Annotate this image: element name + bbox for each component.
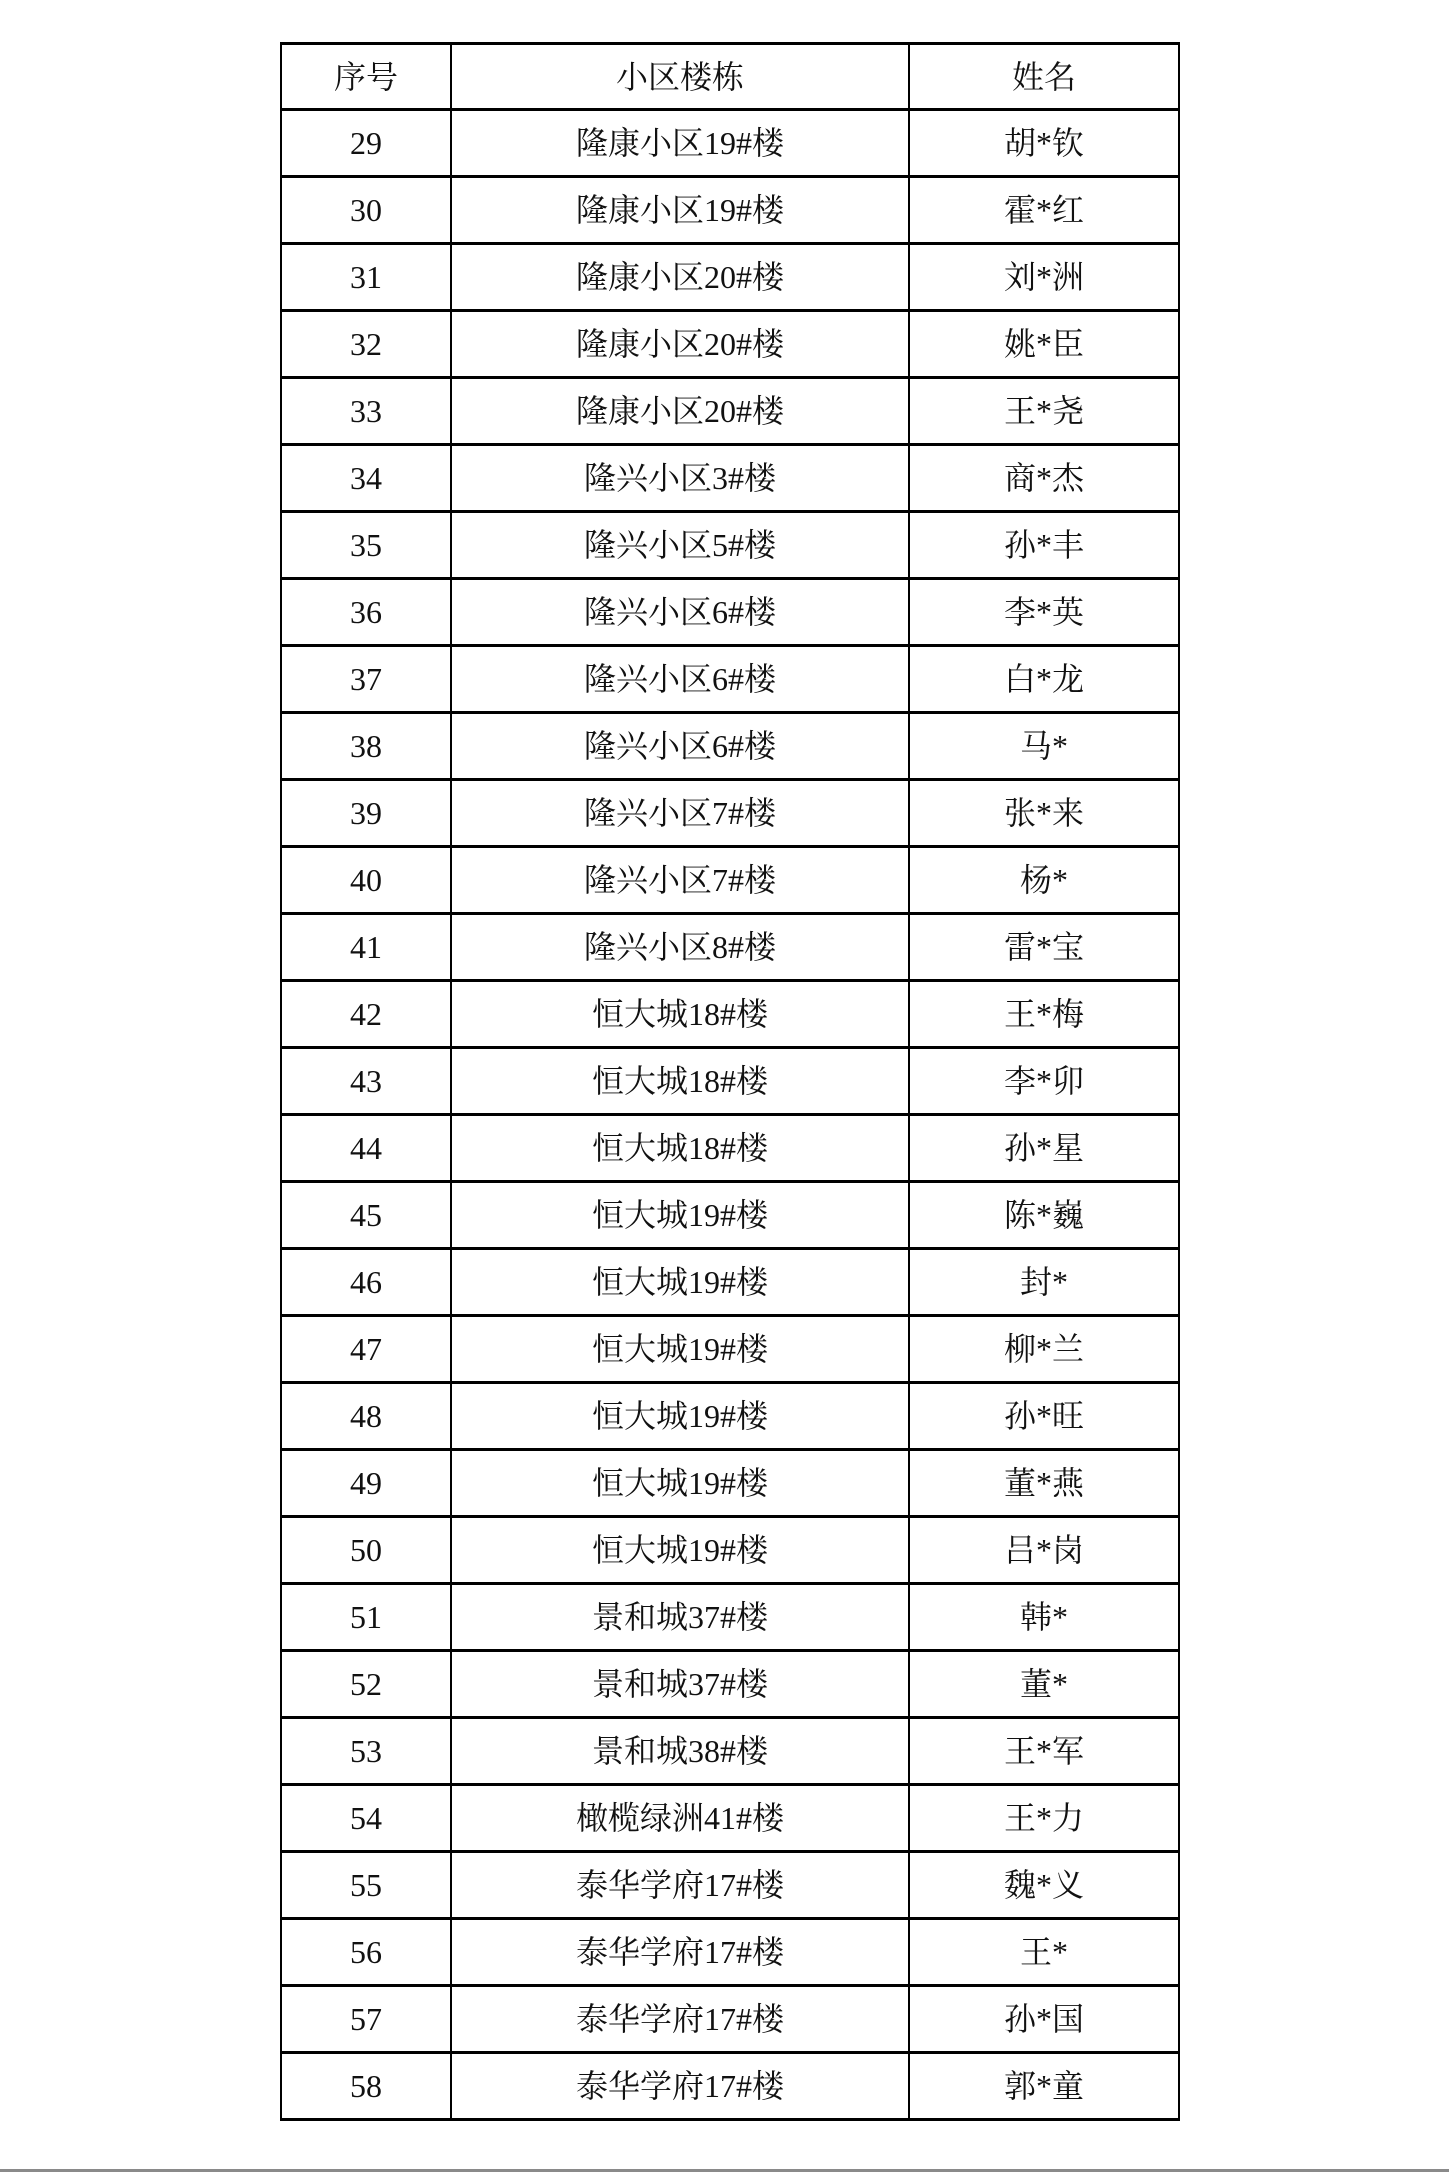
table-row — [281, 713, 1179, 780]
name-cell: 孙*丰 — [909, 512, 1179, 579]
building-cell: 隆兴小区6#楼 — [451, 646, 909, 713]
building-cell: 景和城38#楼 — [451, 1718, 909, 1785]
building-cell: 隆兴小区5#楼 — [451, 512, 909, 579]
name-cell: 吕*岗 — [909, 1517, 1179, 1584]
name-cell: 韩* — [909, 1584, 1179, 1651]
table-row — [281, 512, 1179, 579]
building-cell: 恒大城19#楼 — [451, 1249, 909, 1316]
name-cell: 王*梅 — [909, 981, 1179, 1048]
name-cell: 董*燕 — [909, 1450, 1179, 1517]
resident-roster-table — [280, 42, 1180, 2121]
name-cell: 陈*巍 — [909, 1182, 1179, 1249]
no-cell: 43 — [281, 1048, 451, 1115]
table-row — [281, 1651, 1179, 1718]
name-cell: 孙*旺 — [909, 1383, 1179, 1450]
name-cell: 封* — [909, 1249, 1179, 1316]
no-cell: 42 — [281, 981, 451, 1048]
table-row — [281, 378, 1179, 445]
no-cell: 53 — [281, 1718, 451, 1785]
building-cell: 隆兴小区7#楼 — [451, 847, 909, 914]
name-cell: 孙*国 — [909, 1986, 1179, 2053]
table-row — [281, 177, 1179, 244]
table-body — [281, 110, 1179, 2120]
no-cell: 48 — [281, 1383, 451, 1450]
no-cell: 37 — [281, 646, 451, 713]
table-row — [281, 311, 1179, 378]
header-row — [281, 44, 1179, 110]
table-row — [281, 1249, 1179, 1316]
building-cell: 恒大城19#楼 — [451, 1182, 909, 1249]
building-cell: 隆康小区20#楼 — [451, 311, 909, 378]
no-cell: 33 — [281, 378, 451, 445]
no-cell: 35 — [281, 512, 451, 579]
name-cell: 白*龙 — [909, 646, 1179, 713]
table-row — [281, 1919, 1179, 1986]
table-row — [281, 1316, 1179, 1383]
building-cell: 隆康小区20#楼 — [451, 378, 909, 445]
table-row — [281, 914, 1179, 981]
table-row — [281, 1852, 1179, 1919]
building-cell: 隆兴小区7#楼 — [451, 780, 909, 847]
building-cell: 泰华学府17#楼 — [451, 1986, 909, 2053]
building-cell: 恒大城19#楼 — [451, 1383, 909, 1450]
no-cell: 51 — [281, 1584, 451, 1651]
building-cell: 景和城37#楼 — [451, 1584, 909, 1651]
name-cell: 柳*兰 — [909, 1316, 1179, 1383]
table-row — [281, 2053, 1179, 2120]
name-cell: 商*杰 — [909, 445, 1179, 512]
no-cell: 49 — [281, 1450, 451, 1517]
name-cell: 王*军 — [909, 1718, 1179, 1785]
building-cell: 恒大城18#楼 — [451, 1048, 909, 1115]
name-cell: 张*来 — [909, 780, 1179, 847]
table-row — [281, 1383, 1179, 1450]
no-cell: 30 — [281, 177, 451, 244]
no-cell: 39 — [281, 780, 451, 847]
header-cell-building: 小区楼栋 — [451, 44, 909, 110]
table-row — [281, 847, 1179, 914]
table-row — [281, 780, 1179, 847]
building-cell: 橄榄绿洲41#楼 — [451, 1785, 909, 1852]
no-cell: 58 — [281, 2053, 451, 2120]
building-cell: 隆兴小区6#楼 — [451, 713, 909, 780]
name-cell: 魏*义 — [909, 1852, 1179, 1919]
header-cell-name: 姓名 — [909, 44, 1179, 110]
table-row — [281, 1785, 1179, 1852]
no-cell: 40 — [281, 847, 451, 914]
no-cell: 45 — [281, 1182, 451, 1249]
building-cell: 恒大城19#楼 — [451, 1450, 909, 1517]
no-cell: 31 — [281, 244, 451, 311]
table-row — [281, 244, 1179, 311]
table-row — [281, 1115, 1179, 1182]
page-bottom-divider — [0, 2169, 1449, 2172]
building-cell: 泰华学府17#楼 — [451, 2053, 909, 2120]
table-row — [281, 1718, 1179, 1785]
building-cell: 隆康小区19#楼 — [451, 177, 909, 244]
building-cell: 隆兴小区8#楼 — [451, 914, 909, 981]
no-cell: 38 — [281, 713, 451, 780]
building-cell: 景和城37#楼 — [451, 1651, 909, 1718]
table-row — [281, 646, 1179, 713]
name-cell: 董* — [909, 1651, 1179, 1718]
no-cell: 54 — [281, 1785, 451, 1852]
no-cell: 44 — [281, 1115, 451, 1182]
building-cell: 恒大城18#楼 — [451, 981, 909, 1048]
building-cell: 恒大城19#楼 — [451, 1517, 909, 1584]
building-cell: 隆康小区19#楼 — [451, 110, 909, 177]
table-row — [281, 1182, 1179, 1249]
name-cell: 姚*臣 — [909, 311, 1179, 378]
no-cell: 32 — [281, 311, 451, 378]
name-cell: 李*英 — [909, 579, 1179, 646]
no-cell: 50 — [281, 1517, 451, 1584]
name-cell: 马* — [909, 713, 1179, 780]
name-cell: 王*力 — [909, 1785, 1179, 1852]
table-row — [281, 981, 1179, 1048]
name-cell: 杨* — [909, 847, 1179, 914]
name-cell: 刘*洲 — [909, 244, 1179, 311]
name-cell: 王* — [909, 1919, 1179, 1986]
table-row — [281, 1517, 1179, 1584]
no-cell: 34 — [281, 445, 451, 512]
building-cell: 泰华学府17#楼 — [451, 1852, 909, 1919]
no-cell: 46 — [281, 1249, 451, 1316]
table-row — [281, 1048, 1179, 1115]
name-cell: 孙*星 — [909, 1115, 1179, 1182]
building-cell: 泰华学府17#楼 — [451, 1919, 909, 1986]
header-cell-serial-number: 序号 — [281, 44, 451, 110]
name-cell: 霍*红 — [909, 177, 1179, 244]
name-cell: 郭*童 — [909, 2053, 1179, 2120]
name-cell: 李*卯 — [909, 1048, 1179, 1115]
building-cell: 恒大城18#楼 — [451, 1115, 909, 1182]
no-cell: 29 — [281, 110, 451, 177]
name-cell: 王*尧 — [909, 378, 1179, 445]
table-row — [281, 1584, 1179, 1651]
building-cell: 隆兴小区6#楼 — [451, 579, 909, 646]
no-cell: 36 — [281, 579, 451, 646]
no-cell: 47 — [281, 1316, 451, 1383]
table-header — [281, 44, 1179, 110]
table-row — [281, 1450, 1179, 1517]
no-cell: 52 — [281, 1651, 451, 1718]
table-row — [281, 110, 1179, 177]
building-cell: 隆兴小区3#楼 — [451, 445, 909, 512]
name-cell: 雷*宝 — [909, 914, 1179, 981]
no-cell: 57 — [281, 1986, 451, 2053]
table-row — [281, 1986, 1179, 2053]
no-cell: 55 — [281, 1852, 451, 1919]
no-cell: 56 — [281, 1919, 451, 1986]
no-cell: 41 — [281, 914, 451, 981]
building-cell: 隆康小区20#楼 — [451, 244, 909, 311]
name-cell: 胡*钦 — [909, 110, 1179, 177]
table-row — [281, 579, 1179, 646]
building-cell: 恒大城19#楼 — [451, 1316, 909, 1383]
table-row — [281, 445, 1179, 512]
